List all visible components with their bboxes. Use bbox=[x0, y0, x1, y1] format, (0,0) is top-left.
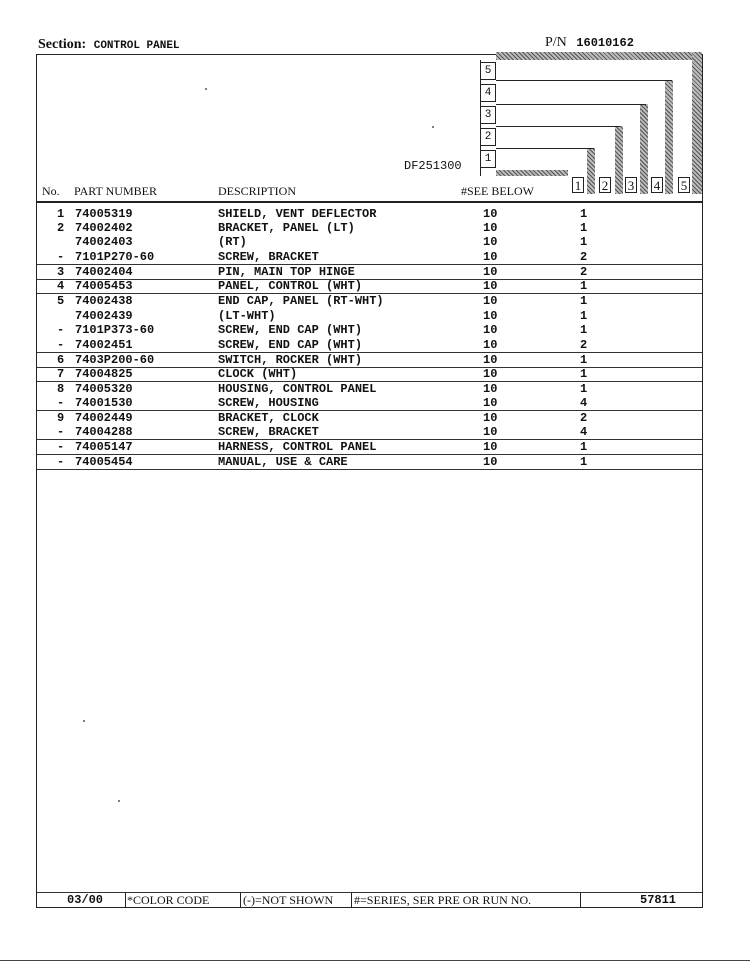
table-row bbox=[37, 455, 637, 469]
scan-speck bbox=[118, 800, 120, 802]
row-qty: 1 bbox=[580, 353, 588, 367]
table-row bbox=[37, 323, 637, 337]
row-description: BRACKET, PANEL (LT) bbox=[218, 221, 355, 235]
col-header-part-number: PART NUMBER bbox=[74, 184, 157, 198]
row-qty: 1 bbox=[580, 367, 588, 381]
row-no: 3 bbox=[57, 265, 65, 279]
row-description: MANUAL, USE & CARE bbox=[218, 455, 348, 469]
diagram-shade-4 bbox=[665, 80, 673, 194]
section-value: CONTROL PANEL bbox=[93, 40, 180, 52]
row-no: 4 bbox=[57, 279, 65, 293]
table-row bbox=[37, 294, 637, 308]
table-row bbox=[37, 425, 637, 439]
table-row bbox=[37, 309, 637, 323]
table-row bbox=[37, 279, 637, 293]
row-no: 9 bbox=[57, 411, 65, 425]
row-part-number: 74004825 bbox=[75, 367, 133, 381]
footer-divider bbox=[240, 893, 241, 907]
row-description: SCREW, HOUSING bbox=[218, 396, 319, 410]
row-series: 10 bbox=[483, 411, 498, 425]
row-no: 8 bbox=[57, 382, 65, 396]
row-qty: 1 bbox=[580, 309, 588, 323]
series-line-4 bbox=[496, 80, 672, 81]
row-series: 10 bbox=[483, 353, 498, 367]
row-qty: 1 bbox=[580, 221, 588, 235]
row-part-number: 7403P200-60 bbox=[75, 353, 155, 367]
row-description: SCREW, END CAP (WHT) bbox=[218, 323, 363, 337]
row-description: (RT) bbox=[218, 235, 247, 249]
scan-speck bbox=[83, 720, 85, 722]
row-series: 10 bbox=[483, 207, 498, 221]
diagram-shade-base bbox=[496, 170, 568, 176]
row-no: - bbox=[57, 455, 65, 469]
row-qty: 1 bbox=[580, 294, 588, 308]
row-qty: 2 bbox=[580, 250, 588, 264]
row-series: 10 bbox=[483, 323, 498, 337]
row-series: 10 bbox=[483, 294, 498, 308]
row-part-number: 74005454 bbox=[75, 455, 133, 469]
row-description: SCREW, END CAP (WHT) bbox=[218, 338, 363, 352]
series-line-1 bbox=[496, 148, 594, 149]
diagram-shade-5 bbox=[692, 52, 702, 194]
series-box-1: 1 bbox=[480, 150, 496, 168]
footer-series-note: #=SERIES, SER PRE OR RUN NO. bbox=[354, 893, 532, 907]
col-number-5: 5 bbox=[678, 177, 690, 193]
diagram-shade-3 bbox=[640, 104, 648, 194]
footer-color-code: *COLOR CODE bbox=[127, 893, 210, 907]
row-description: SCREW, BRACKET bbox=[218, 250, 319, 264]
section-label: Section: bbox=[38, 37, 87, 52]
part-number-header bbox=[545, 35, 634, 51]
row-series: 10 bbox=[483, 455, 498, 469]
row-part-number: 74002451 bbox=[75, 338, 133, 352]
row-qty: 1 bbox=[580, 440, 588, 454]
row-description: PANEL, CONTROL (WHT) bbox=[218, 279, 363, 293]
table-row bbox=[37, 338, 637, 352]
row-description: PIN, MAIN TOP HINGE bbox=[218, 265, 355, 279]
series-box-5: 5 bbox=[480, 62, 496, 80]
row-qty: 1 bbox=[580, 455, 588, 469]
row-part-number: 7101P270-60 bbox=[75, 250, 155, 264]
row-no: 2 bbox=[57, 221, 65, 235]
row-part-number: 74005147 bbox=[75, 440, 133, 454]
series-box-2: 2 bbox=[480, 128, 496, 146]
row-part-number: 74002438 bbox=[75, 294, 133, 308]
row-part-number: 74002404 bbox=[75, 265, 133, 279]
row-description: SCREW, BRACKET bbox=[218, 425, 319, 439]
row-qty: 2 bbox=[580, 338, 588, 352]
row-part-number: 74002439 bbox=[75, 309, 133, 323]
footer-divider bbox=[125, 893, 126, 907]
footer bbox=[37, 893, 702, 907]
row-description: HARNESS, CONTROL PANEL bbox=[218, 440, 377, 454]
row-part-number: 74005320 bbox=[75, 382, 133, 396]
col-number-1: 1 bbox=[572, 177, 584, 193]
table-row bbox=[37, 265, 637, 279]
row-qty: 2 bbox=[580, 411, 588, 425]
row-part-number: 74002449 bbox=[75, 411, 133, 425]
col-number-3: 3 bbox=[625, 177, 637, 193]
row-no: - bbox=[57, 396, 65, 410]
row-part-number: 74005319 bbox=[75, 207, 133, 221]
model-number: DF251300 bbox=[404, 159, 462, 173]
row-qty: 1 bbox=[580, 323, 588, 337]
series-line-2 bbox=[496, 126, 620, 127]
row-qty: 4 bbox=[580, 396, 588, 410]
row-series: 10 bbox=[483, 309, 498, 323]
series-box-3: 3 bbox=[480, 106, 496, 124]
row-description: END CAP, PANEL (RT-WHT) bbox=[218, 294, 384, 308]
row-series: 10 bbox=[483, 425, 498, 439]
row-description: BRACKET, CLOCK bbox=[218, 411, 319, 425]
row-part-number: 74004288 bbox=[75, 425, 133, 439]
header-rule bbox=[37, 201, 702, 203]
row-description: SHIELD, VENT DEFLECTOR bbox=[218, 207, 377, 221]
row-qty: 4 bbox=[580, 425, 588, 439]
row-series: 10 bbox=[483, 440, 498, 454]
col-number-4: 4 bbox=[651, 177, 663, 193]
row-series: 10 bbox=[483, 367, 498, 381]
table-row bbox=[37, 353, 637, 367]
pn-value: 16010162 bbox=[576, 36, 634, 50]
row-qty: 1 bbox=[580, 235, 588, 249]
table-row bbox=[37, 396, 637, 410]
row-part-number: 74002403 bbox=[75, 235, 133, 249]
table-row bbox=[37, 411, 637, 425]
row-series: 10 bbox=[483, 396, 498, 410]
footer-not-shown: (-)=NOT SHOWN bbox=[243, 893, 334, 907]
table-row bbox=[37, 250, 637, 264]
row-no: - bbox=[57, 425, 65, 439]
scan-speck bbox=[432, 126, 434, 128]
row-no: - bbox=[57, 250, 65, 264]
row-description: SWITCH, ROCKER (WHT) bbox=[218, 353, 363, 367]
row-qty: 1 bbox=[580, 279, 588, 293]
series-line-3 bbox=[496, 104, 646, 105]
page-bottom-line bbox=[0, 960, 750, 961]
row-series: 10 bbox=[483, 221, 498, 235]
diagram-shade-1 bbox=[587, 148, 595, 194]
col-number-2: 2 bbox=[599, 177, 611, 193]
col-header-series: #SEE BELOW bbox=[461, 184, 534, 198]
footer-divider bbox=[580, 893, 581, 907]
pn-label: P/N bbox=[545, 35, 567, 50]
row-no: - bbox=[57, 323, 65, 337]
row-part-number: 74002402 bbox=[75, 221, 133, 235]
row-divider bbox=[37, 469, 702, 470]
row-description: (LT-WHT) bbox=[218, 309, 276, 323]
table-row bbox=[37, 367, 637, 381]
row-no: - bbox=[57, 338, 65, 352]
scan-speck bbox=[205, 88, 207, 90]
row-no: 5 bbox=[57, 294, 65, 308]
section-header bbox=[38, 37, 180, 53]
footer-date: 03/00 bbox=[67, 893, 104, 907]
diagram-shade-2 bbox=[615, 126, 623, 194]
footer-page-code: 57811 bbox=[640, 893, 677, 907]
row-description: CLOCK (WHT) bbox=[218, 367, 298, 381]
row-part-number: 74005453 bbox=[75, 279, 133, 293]
table-row bbox=[37, 382, 637, 396]
row-description: HOUSING, CONTROL PANEL bbox=[218, 382, 377, 396]
diagram-shade-top bbox=[496, 52, 702, 60]
row-part-number: 74001530 bbox=[75, 396, 133, 410]
footer-divider bbox=[351, 893, 352, 907]
row-no: 1 bbox=[57, 207, 65, 221]
row-qty: 2 bbox=[580, 265, 588, 279]
row-no: 6 bbox=[57, 353, 65, 367]
row-no: 7 bbox=[57, 367, 65, 381]
row-series: 10 bbox=[483, 382, 498, 396]
col-header-description: DESCRIPTION bbox=[218, 184, 297, 198]
row-series: 10 bbox=[483, 279, 498, 293]
table-row bbox=[37, 207, 637, 221]
row-qty: 1 bbox=[580, 207, 588, 221]
col-header-no: No. bbox=[42, 184, 60, 198]
table-row bbox=[37, 440, 637, 454]
row-no: - bbox=[57, 440, 65, 454]
row-series: 10 bbox=[483, 265, 498, 279]
table-row bbox=[37, 235, 637, 249]
row-series: 10 bbox=[483, 235, 498, 249]
row-series: 10 bbox=[483, 338, 498, 352]
row-series: 10 bbox=[483, 250, 498, 264]
table-row bbox=[37, 221, 637, 235]
series-box-4: 4 bbox=[480, 84, 496, 102]
row-qty: 1 bbox=[580, 382, 588, 396]
row-part-number: 7101P373-60 bbox=[75, 323, 155, 337]
